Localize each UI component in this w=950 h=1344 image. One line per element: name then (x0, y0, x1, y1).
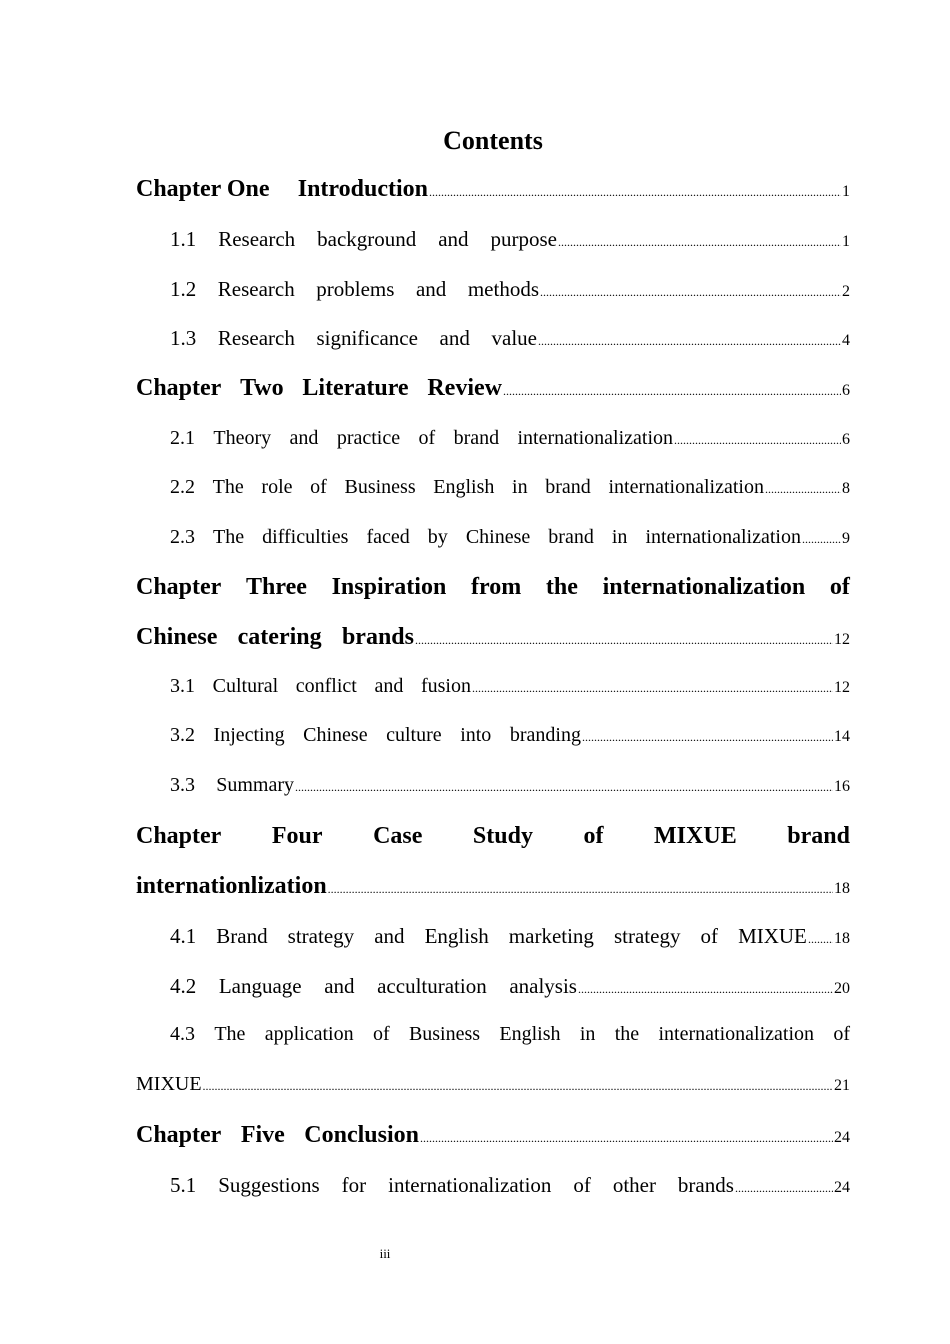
page-title: Contents (443, 126, 543, 155)
toc-word: in (579, 1023, 596, 1045)
toc-chapter-3-line-1[interactable] (136, 574, 850, 601)
toc-word: 3.1 (170, 675, 195, 697)
leader-dots (578, 982, 833, 997)
toc-word: catering (237, 624, 322, 650)
leader-dots (808, 932, 833, 947)
toc-word: Case (373, 823, 423, 849)
footer-page-number: iii (379, 1246, 391, 1261)
toc-word: Inspiration (331, 574, 447, 600)
toc-word: 4.2 (170, 974, 197, 998)
toc-word: of (310, 476, 327, 498)
toc-word: and (374, 924, 405, 948)
toc-word: internationalization (388, 1173, 552, 1197)
leader-dots (328, 882, 833, 897)
leader-dots (674, 433, 841, 448)
toc-section-2-1[interactable] (170, 427, 850, 450)
toc-word: Language (218, 974, 302, 998)
toc-chapter-4-line-1[interactable] (136, 823, 850, 850)
toc-word: value (491, 326, 537, 350)
toc-word: of (829, 574, 850, 600)
toc-word: 1.2 (170, 277, 197, 301)
toc-section-4-3-line-1[interactable] (170, 1023, 850, 1046)
page-number: 8 (842, 480, 850, 497)
toc-section-3-2[interactable] (170, 724, 850, 747)
toc-word: the (545, 574, 578, 600)
toc-word: 1.3 (170, 326, 197, 350)
page-number: 24 (834, 1179, 850, 1196)
toc-word: 5.1 (170, 1173, 197, 1197)
toc-word: The (213, 526, 245, 548)
page-number: 4 (842, 332, 850, 349)
toc-word: culture (386, 724, 442, 746)
toc-word: brands (677, 1173, 734, 1197)
toc-word: MIXUE (738, 924, 807, 948)
toc-word: from (470, 574, 522, 600)
page-number: 18 (834, 930, 850, 947)
toc-word: purpose (490, 227, 557, 251)
toc-word: practice (336, 427, 401, 449)
toc-word: 4.1 (170, 924, 197, 948)
toc-word: and (439, 326, 470, 350)
page-number: 9 (842, 530, 850, 547)
leader-dots (540, 285, 841, 300)
toc-word: Review (427, 375, 502, 401)
page-number: 24 (834, 1129, 850, 1146)
leader-dots (765, 482, 841, 497)
toc-word: into (460, 724, 492, 746)
toc-word: of (833, 1023, 850, 1045)
toc-word: of (573, 1173, 591, 1197)
page-number: 14 (834, 728, 850, 745)
toc-word: internationalization (602, 574, 806, 600)
toc-word: brand (453, 427, 500, 449)
toc-word: Chinese (136, 624, 218, 650)
toc-chapter-2[interactable] (136, 375, 850, 402)
toc-word: MIXUE (654, 823, 737, 849)
toc-word: acculturation (377, 974, 487, 998)
toc-word: 3.3 (170, 774, 195, 796)
toc-word: faced (366, 526, 410, 548)
leader-dots (802, 532, 841, 547)
toc-word: 3.2 (170, 724, 195, 746)
toc-section-3-1[interactable] (170, 675, 850, 698)
toc-word: Chapter (136, 1122, 222, 1148)
toc-word: English (433, 476, 495, 498)
toc-word: difficulties (262, 526, 349, 548)
page-number: 12 (834, 679, 850, 696)
page-number: 6 (842, 382, 850, 399)
toc-section-3-3[interactable] (170, 774, 850, 797)
toc-word: Brand (216, 924, 268, 948)
toc-word: Chapter (136, 823, 222, 849)
toc-word: Two (240, 375, 284, 401)
toc-word: Chapter One (136, 176, 270, 202)
toc-word: internationalization (608, 476, 764, 498)
toc-word: Chinese (303, 724, 368, 746)
page-number: 18 (834, 880, 850, 897)
toc-word: methods (467, 277, 539, 301)
toc-word: internationalization (658, 1023, 814, 1045)
leader-dots (538, 334, 841, 349)
toc-word: English (499, 1023, 561, 1045)
toc-word: Cultural (212, 675, 279, 697)
page-number: 21 (834, 1077, 850, 1094)
toc-word: Summary (216, 774, 294, 796)
toc-word: brand (787, 823, 850, 849)
toc-chapter-1[interactable] (136, 176, 850, 203)
page-number: 16 (834, 778, 850, 795)
toc-word: Three (246, 574, 307, 600)
toc-word: role (261, 476, 293, 498)
toc-word: of (372, 1023, 390, 1045)
toc-section-1-1[interactable] (170, 227, 850, 252)
toc-word: Research (218, 227, 296, 251)
toc-word: and (438, 227, 469, 251)
toc-section-2-3[interactable] (170, 526, 850, 549)
toc-word: Literature (302, 375, 409, 401)
toc-word: and (415, 277, 447, 301)
toc-word: background (317, 227, 417, 251)
leader-dots (295, 780, 833, 795)
toc-word: The (214, 1023, 246, 1045)
toc-word: of (700, 924, 719, 948)
toc-word: conflict (295, 675, 357, 697)
toc-word: 4.3 (170, 1023, 195, 1045)
leader-dots (203, 1079, 833, 1094)
toc-word: Chapter (136, 375, 222, 401)
toc-word: strategy (613, 924, 681, 948)
toc-word: Study (472, 823, 533, 849)
toc-word: brands (341, 624, 414, 650)
toc-word: in (611, 526, 628, 548)
toc-word: marketing (508, 924, 594, 948)
page-number: 6 (842, 431, 850, 448)
page-number: 12 (834, 631, 850, 648)
toc-word: MIXUE (136, 1073, 202, 1095)
toc-word: Injecting (213, 724, 285, 746)
toc-word: internationalization (645, 526, 801, 548)
toc-section-4-1[interactable] (170, 924, 850, 949)
toc-word: Five (240, 1122, 285, 1148)
toc-word: and (374, 675, 404, 697)
leader-dots (558, 235, 841, 250)
toc-word: Conclusion (304, 1122, 419, 1148)
toc-word: Theory (213, 427, 272, 449)
leader-dots (582, 730, 833, 745)
toc-word: Four (271, 823, 323, 849)
toc-word: significance (316, 326, 418, 350)
toc-word: Business (408, 1023, 481, 1045)
toc-word: Suggestions (218, 1173, 320, 1197)
toc-word: branding (509, 724, 581, 746)
toc-word: internationalization (517, 427, 673, 449)
toc-chapter-4-line-2[interactable] (136, 873, 850, 900)
leader-dots (420, 1131, 833, 1146)
leader-dots (429, 185, 841, 200)
toc-word: 1.1 (170, 227, 197, 251)
page-number: 1 (842, 233, 850, 250)
toc-word: of (583, 823, 604, 849)
toc-word: application (264, 1023, 354, 1045)
toc-word: 2.3 (170, 526, 195, 548)
toc-word: the (614, 1023, 640, 1045)
toc-section-2-2[interactable] (170, 476, 850, 499)
toc-word: fusion (420, 675, 471, 697)
toc-word: 2.2 (170, 476, 195, 498)
toc-word: by (427, 526, 448, 548)
toc-word: and (324, 974, 355, 998)
toc-word: Chinese (465, 526, 531, 548)
toc-word: for (341, 1173, 367, 1197)
toc-word: and (289, 427, 319, 449)
toc-word: Research (217, 326, 295, 350)
toc-section-4-2[interactable] (170, 974, 850, 999)
toc-word: The (212, 476, 244, 498)
toc-word: internationlization (136, 873, 327, 899)
toc-word: Business (344, 476, 416, 498)
toc-word: other (612, 1173, 656, 1197)
toc-word: 2.1 (170, 427, 195, 449)
page-number: 2 (842, 283, 850, 300)
toc-word: strategy (287, 924, 355, 948)
leader-dots (415, 633, 833, 648)
leader-dots (735, 1181, 833, 1196)
page-number: 20 (834, 980, 850, 997)
toc-section-1-3[interactable] (170, 326, 850, 351)
toc-word: problems (316, 277, 395, 301)
toc-chapter-3-line-2[interactable] (136, 624, 850, 651)
toc-word: brand (545, 476, 591, 498)
toc-word: Research (217, 277, 295, 301)
toc-word: English (424, 924, 489, 948)
toc-word: Introduction (297, 176, 428, 202)
toc-word: brand (548, 526, 594, 548)
toc-section-4-3-line-2[interactable] (136, 1073, 850, 1096)
toc-word: analysis (509, 974, 577, 998)
toc-section-5-1[interactable] (170, 1173, 850, 1198)
leader-dots (472, 681, 833, 696)
leader-dots (503, 384, 841, 399)
toc-word: in (512, 476, 528, 498)
toc-chapter-5[interactable] (136, 1122, 850, 1149)
toc-section-1-2[interactable] (170, 277, 850, 302)
toc-word: Chapter (136, 574, 222, 600)
toc-word: of (418, 427, 436, 449)
page-number: 1 (842, 183, 850, 200)
